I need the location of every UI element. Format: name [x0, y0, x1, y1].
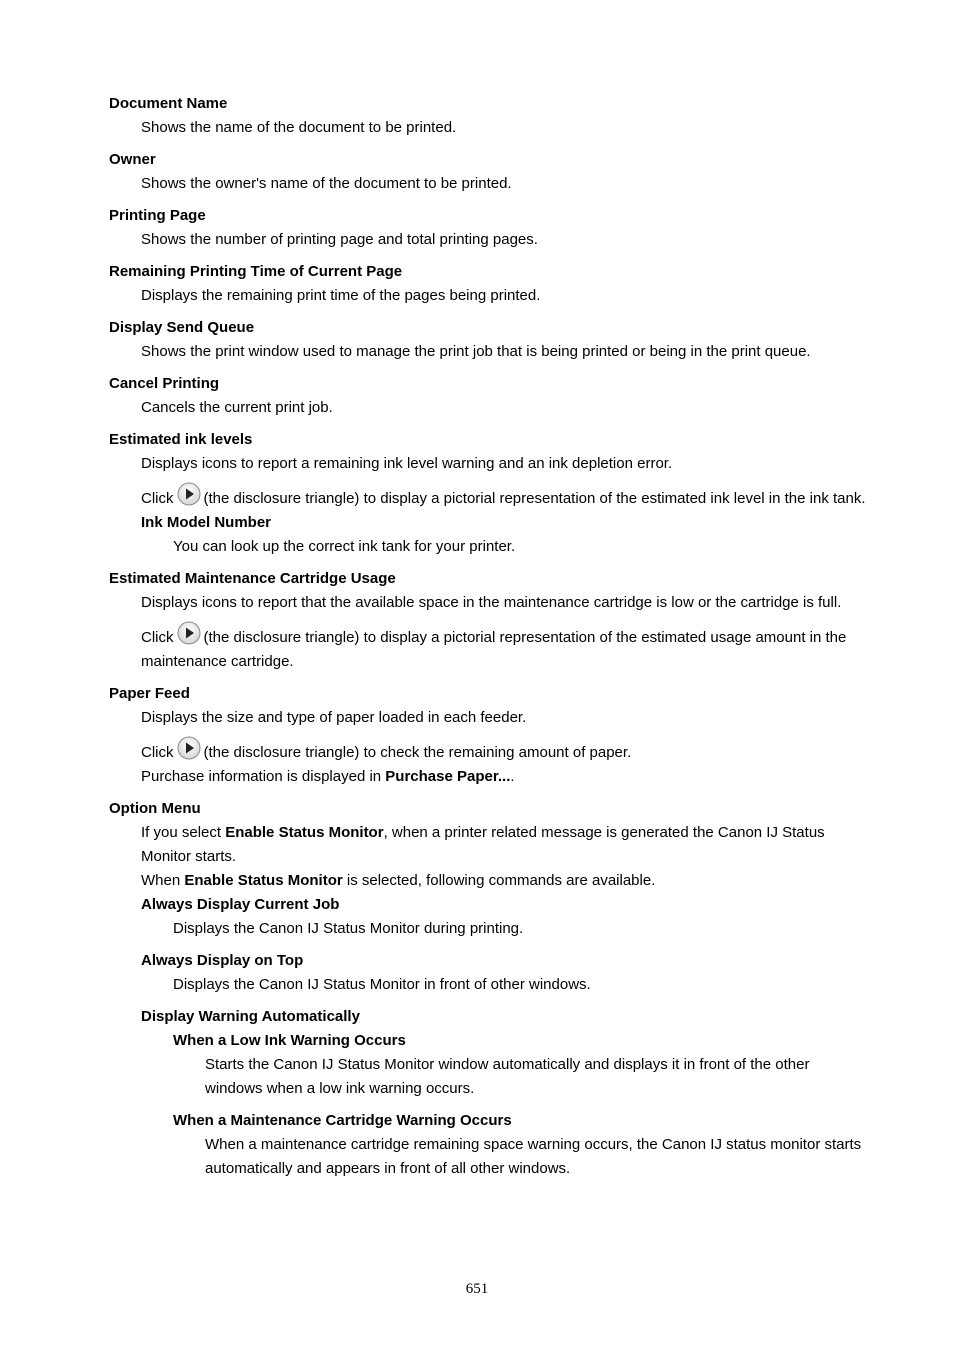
desc-remaining-time: Displays the remaining print time of the pages being printed.: [141, 287, 541, 304]
desc-display-send-queue: Shows the print window used to manage the print job that is being printed or being in the print queue.: [141, 343, 811, 360]
purchase-post: .: [510, 768, 515, 785]
entry-paper-feed: [109, 682, 869, 789]
desc-low-ink-warning: Starts the Canon IJ Status Monitor window automatically and displays it in front of the other windows when a low ink warning occurs.: [205, 1056, 810, 1097]
desc-maintenance-warning: When a maintenance cartridge remaining space warning occurs, the Canon IJ status monitor starts automatically and appears in front of all other windows.: [205, 1136, 862, 1177]
entry-estimated-ink: [109, 428, 869, 559]
option-menu-p2: [109, 869, 869, 893]
entry-cancel-printing: [109, 372, 869, 420]
term-cancel-printing: Cancel Printing: [109, 375, 220, 392]
desc-maintenance-cartridge: Displays icons to report that the available space in the maintenance cartridge is low or the cartridge is full.: [141, 594, 842, 611]
page-content: [109, 92, 869, 1181]
desc-printing-page: Shows the number of printing page and total printing pages.: [141, 231, 538, 248]
desc-ink-model-number: You can look up the correct ink tank for your printer.: [173, 538, 516, 555]
term-option-menu: Option Menu: [109, 800, 201, 817]
term-owner: Owner: [109, 151, 156, 168]
sub-always-current: [109, 893, 869, 941]
term-warning-automatically: Display Warning Automatically: [141, 1008, 360, 1025]
click-ink-post: (the disclosure triangle) to display a pictorial representation of the estimated ink level in the ink tank.: [203, 490, 866, 507]
p2-post: is selected, following commands are available.: [342, 872, 656, 889]
term-ink-model-number: Ink Model Number: [141, 514, 272, 531]
sub-maint-warning: [141, 1109, 869, 1181]
term-printing-page: Printing Page: [109, 207, 206, 224]
entry-owner: [109, 148, 869, 196]
desc-paper-feed: Displays the size and type of paper loaded in each feeder.: [141, 709, 527, 726]
disclosure-triangle-icon: [177, 736, 201, 760]
entry-display-send-queue: [109, 316, 869, 364]
desc-always-current-job: Displays the Canon IJ Status Monitor during printing.: [173, 920, 524, 937]
sub-low-ink: [141, 1029, 869, 1101]
option-menu-p1: [109, 821, 869, 869]
sub-always-top: [109, 949, 869, 997]
term-maintenance-warning: When a Maintenance Cartridge Warning Occurs: [173, 1112, 512, 1129]
entry-remaining-time: [109, 260, 869, 308]
click-paper-paragraph: [109, 736, 869, 765]
desc-always-on-top: Displays the Canon IJ Status Monitor in front of other windows.: [173, 976, 591, 993]
page-number: 651: [465, 1281, 489, 1297]
desc-owner: Shows the owner's name of the document to be printed.: [141, 175, 512, 192]
purchase-pre: Purchase information is displayed in: [141, 768, 386, 785]
disclosure-triangle-icon: [177, 482, 201, 506]
desc-document-name: Shows the name of the document to be printed.: [141, 119, 457, 136]
click-ink-pre: Click: [141, 490, 174, 507]
p2-pre: When: [141, 872, 185, 889]
sub-ink-model: [109, 511, 869, 559]
entry-maintenance-cartridge: [109, 567, 869, 674]
click-paper-post: (the disclosure triangle) to check the remaining amount of paper.: [203, 744, 632, 761]
term-low-ink-warning: When a Low Ink Warning Occurs: [173, 1032, 406, 1049]
click-maint-pre: Click: [141, 629, 174, 646]
p1-post: , when a printer related message is generated the Canon IJ Status Monitor starts.: [141, 824, 825, 865]
purchase-paper-label: Purchase Paper...: [385, 768, 511, 785]
entry-printing-page: [109, 204, 869, 252]
p2-bold: Enable Status Monitor: [184, 872, 343, 889]
disclosure-triangle-icon: [177, 621, 201, 645]
entry-option-menu: [109, 797, 869, 1181]
entry-document-name: [109, 92, 869, 140]
term-paper-feed: Paper Feed: [109, 685, 190, 702]
purchase-paragraph: [109, 765, 869, 789]
click-paper-pre: Click: [141, 744, 174, 761]
p1-bold: Enable Status Monitor: [225, 824, 384, 841]
click-maintenance-paragraph: [109, 621, 869, 674]
desc-cancel-printing: Cancels the current print job.: [141, 399, 333, 416]
click-maint-post: (the disclosure triangle) to display a pictorial representation of the estimated usage amount in the maintenance cartridge.: [141, 629, 847, 670]
sub-warning-auto: [109, 1005, 869, 1181]
term-estimated-ink: Estimated ink levels: [109, 431, 253, 448]
term-display-send-queue: Display Send Queue: [109, 319, 255, 336]
term-maintenance-cartridge: Estimated Maintenance Cartridge Usage: [109, 570, 396, 587]
term-remaining-time: Remaining Printing Time of Current Page: [109, 263, 403, 280]
p1-pre: If you select: [141, 824, 226, 841]
desc-estimated-ink: Displays icons to report a remaining ink level warning and an ink depletion error.: [141, 455, 673, 472]
term-document-name: Document Name: [109, 95, 228, 112]
term-always-on-top: Always Display on Top: [141, 952, 304, 969]
click-ink-paragraph: [109, 482, 869, 511]
term-always-current-job: Always Display Current Job: [141, 896, 340, 913]
